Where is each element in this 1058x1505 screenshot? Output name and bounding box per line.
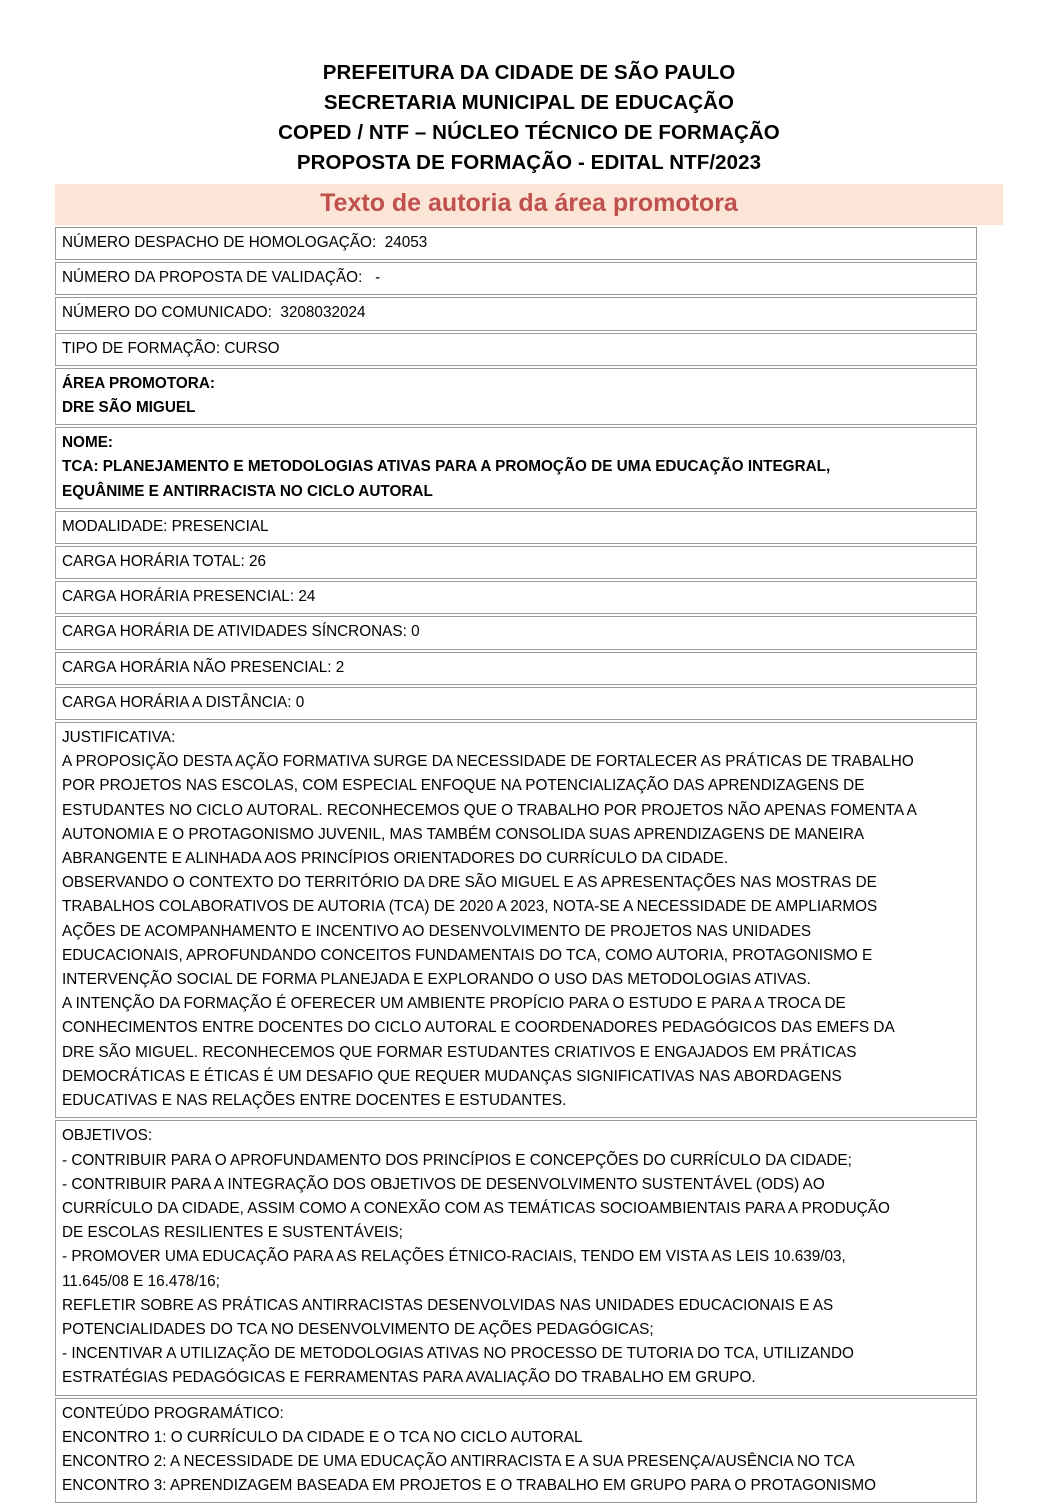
table-row bbox=[55, 297, 977, 330]
field-lines bbox=[62, 620, 972, 644]
field-line: TRABALHOS COLABORATIVOS DE AUTORIA (TCA) DE 2020 A 2023, NOTA-SE A NECESSIDADE DE AMPLIARMOS bbox=[62, 898, 878, 916]
field-line: OBJETIVOS: bbox=[62, 1127, 153, 1145]
field-line: A INTENÇÃO DA FORMAÇÃO É OFERECER UM AMBIENTE PROPÍCIO PARA O ESTUDO E PARA A TROCA DE bbox=[62, 995, 846, 1013]
field-carga-horaria-presencial bbox=[55, 581, 977, 614]
field-line: NÚMERO DO COMUNICADO: 3208032024 bbox=[62, 304, 366, 322]
field-line: INTERVENÇÃO SOCIAL DE FORMA PLANEJADA E EXPLORANDO O USO DAS METODOLOGIAS ATIVAS. bbox=[62, 971, 811, 989]
table-body bbox=[55, 227, 977, 1503]
field-objetivos bbox=[55, 1120, 977, 1395]
field-numero-comunicado bbox=[55, 297, 977, 330]
field-area-promotora bbox=[55, 368, 977, 425]
field-line: - PROMOVER UMA EDUCAÇÃO PARA AS RELAÇÕES ÉTNICO-RACIAIS, TENDO EM VISTA AS LEIS 10.639/03, bbox=[62, 1248, 846, 1266]
field-modalidade bbox=[55, 511, 977, 544]
field-nome-da-formacao bbox=[55, 427, 977, 509]
table-row bbox=[55, 1120, 977, 1395]
field-lines bbox=[62, 585, 972, 609]
field-line: EDUCACIONAIS, APROFUNDANDO CONCEITOS FUNDAMENTAIS DO TCA, COMO AUTORIA, PROTAGONISMO E bbox=[62, 946, 873, 964]
field-line: JUSTIFICATIVA: bbox=[62, 729, 176, 747]
field-lines bbox=[62, 337, 972, 361]
banner-label: Texto de autoria da área promotora bbox=[320, 189, 738, 217]
table-row bbox=[55, 262, 977, 295]
header-line-secretaria: SECRETARIA MUNICIPAL DE EDUCAÇÃO bbox=[323, 91, 735, 114]
table-row bbox=[55, 511, 977, 544]
field-line: CURRÍCULO DA CIDADE, ASSIM COMO A CONEXÃO COM AS TEMÁTICAS SOCIOAMBIENTAIS PARA A PRODUÇÃO bbox=[62, 1199, 890, 1217]
field-line: DRE SÃO MIGUEL. RECONHECEMOS QUE FORMAR ESTUDANTES CRIATIVOS E ENGAJADOS EM PRÁTICAS bbox=[62, 1043, 857, 1061]
table-row bbox=[55, 227, 977, 260]
proposta-formacao-table bbox=[55, 225, 977, 1505]
field-line: CARGA HORÁRIA TOTAL: 26 bbox=[62, 553, 267, 571]
field-lines bbox=[62, 301, 972, 325]
field-line: TCA: PLANEJAMENTO E METODOLOGIAS ATIVAS PARA A PROMOÇÃO DE UMA EDUCAÇÃO INTEGRAL, bbox=[62, 458, 831, 476]
table-row bbox=[55, 687, 977, 720]
field-line: ENCONTRO 1: O CURRÍCULO DA CIDADE E O TCA NO CICLO AUTORAL bbox=[62, 1428, 583, 1446]
field-line: - CONTRIBUIR PARA O APROFUNDAMENTO DOS PRINCÍPIOS E CONCEPÇÕES DO CURRÍCULO DA CIDADE; bbox=[62, 1151, 852, 1169]
field-lines bbox=[62, 550, 972, 574]
field-line: ESTUDANTES NO CICLO AUTORAL. RECONHECEMOS QUE O TRABALHO POR PROJETOS NÃO APENAS FOMENTA A bbox=[62, 801, 917, 819]
field-lines bbox=[62, 372, 972, 420]
table-row bbox=[55, 1398, 977, 1504]
table-row bbox=[55, 546, 977, 579]
field-line: - CONTRIBUIR PARA A INTEGRAÇÃO DOS OBJETIVOS DE DESENVOLVIMENTO SUSTENTÁVEL (ODS) AO bbox=[62, 1175, 825, 1193]
field-lines bbox=[62, 1124, 972, 1390]
field-lines bbox=[62, 515, 972, 539]
field-line: AUTONOMIA E O PROTAGONISMO JUVENIL, MAS TAMBÉM CONSOLIDA SUAS APRENDIZAGENS DE MANEIRA bbox=[62, 825, 865, 843]
field-lines bbox=[62, 266, 972, 290]
field-lines bbox=[62, 431, 972, 504]
field-line: ÁREA PROMOTORA: bbox=[62, 374, 215, 392]
header-line-prefeitura: PREFEITURA DA CIDADE DE SÃO PAULO bbox=[322, 61, 736, 84]
field-line: NÚMERO DA PROPOSTA DE VALIDAÇÃO: - bbox=[62, 269, 381, 287]
table-row bbox=[55, 427, 977, 509]
table-row bbox=[55, 616, 977, 649]
field-justificativa bbox=[55, 722, 977, 1118]
field-line: ESTRATÉGIAS PEDAGÓGICAS E FERRAMENTAS PARA AVALIAÇÃO DO TRABALHO EM GRUPO. bbox=[62, 1369, 756, 1387]
field-line: EDUCATIVAS E NAS RELAÇÕES ENTRE DOCENTES E ESTUDANTES. bbox=[62, 1092, 567, 1110]
field-carga-horaria-a-distancia bbox=[55, 687, 977, 720]
table-row bbox=[55, 581, 977, 614]
field-lines bbox=[62, 656, 972, 680]
field-line: CONTEÚDO PROGRAMÁTICO: bbox=[62, 1404, 284, 1422]
field-line: ENCONTRO 2: A NECESSIDADE DE UMA EDUCAÇÃO ANTIRRACISTA E A SUA PRESENÇA/AUSÊNCIA NO TCA bbox=[62, 1452, 855, 1470]
field-numero-despacho-homologacao bbox=[55, 227, 977, 260]
field-line: NÚMERO DESPACHO DE HOMOLOGAÇÃO: 24053 bbox=[62, 234, 428, 251]
field-line: NOME: bbox=[62, 434, 113, 452]
field-line: OBSERVANDO O CONTEXTO DO TERRITÓRIO DA DRE SÃO MIGUEL E AS APRESENTAÇÕES NAS MOSTRAS DE bbox=[62, 874, 877, 892]
field-carga-horaria-total bbox=[55, 546, 977, 579]
table-row bbox=[55, 368, 977, 425]
table-row bbox=[55, 722, 977, 1118]
field-line: CARGA HORÁRIA PRESENCIAL: 24 bbox=[62, 588, 316, 606]
field-line: DEMOCRÁTICAS E ÉTICAS É UM DESAFIO QUE REQUER MUDANÇAS SIGNIFICATIVAS NAS ABORDAGENS bbox=[62, 1067, 842, 1085]
field-line: ABRANGENTE E ALINHADA AOS PRINCÍPIOS ORIENTADORES DO CURRÍCULO DA CIDADE. bbox=[62, 850, 729, 868]
field-line: EQUÂNIME E ANTIRRACISTA NO CICLO AUTORAL bbox=[62, 482, 433, 500]
field-carga-horaria-nao-presencial bbox=[55, 652, 977, 685]
field-line: CARGA HORÁRIA NÃO PRESENCIAL: 2 bbox=[62, 658, 345, 676]
field-lines bbox=[62, 231, 972, 255]
field-line: CONHECIMENTOS ENTRE DOCENTES DO CICLO AUTORAL E COORDENADORES PEDAGÓGICOS DAS EMEFS DA bbox=[62, 1019, 895, 1037]
field-line: MODALIDADE: PRESENCIAL bbox=[62, 517, 269, 535]
table-row bbox=[55, 652, 977, 685]
field-line: 11.645/08 E 16.478/16; bbox=[62, 1272, 220, 1290]
field-tipo-de-formacao bbox=[55, 333, 977, 366]
field-line: DE ESCOLAS RESILIENTES E SUSTENTÁVEIS; bbox=[62, 1224, 403, 1242]
field-lines bbox=[62, 1402, 972, 1499]
field-line: CARGA HORÁRIA DE ATIVIDADES SÍNCRONAS: 0 bbox=[62, 623, 420, 641]
banner-texto-autoria bbox=[55, 184, 1003, 225]
header-line-proposta-edital: PROPOSTA DE FORMAÇÃO - EDITAL NTF/2023 bbox=[296, 151, 762, 174]
document-header bbox=[0, 0, 1058, 178]
field-line: AÇÕES DE ACOMPANHAMENTO E INCENTIVO AO DESENVOLVIMENTO DE PROJETOS NAS UNIDADES bbox=[62, 922, 812, 940]
header-line-coped-ntf: COPED / NTF – NÚCLEO TÉCNICO DE FORMAÇÃO bbox=[278, 121, 780, 144]
table-row bbox=[55, 333, 977, 366]
field-line: TIPO DE FORMAÇÃO: CURSO bbox=[62, 339, 280, 357]
field-carga-horaria-atividades-sincronas bbox=[55, 616, 977, 649]
field-line: CARGA HORÁRIA A DISTÂNCIA: 0 bbox=[62, 693, 305, 711]
field-line: A PROPOSIÇÃO DESTA AÇÃO FORMATIVA SURGE DA NECESSIDADE DE FORTALECER AS PRÁTICAS DE TRABALHO bbox=[62, 753, 914, 771]
field-conteudo-programatico bbox=[55, 1398, 977, 1504]
field-lines bbox=[62, 691, 972, 715]
field-line: ENCONTRO 3: APRENDIZAGEM BASEADA EM PROJETOS E O TRABALHO EM GRUPO PARA O PROTAGONISMO bbox=[62, 1477, 877, 1495]
field-line: POTENCIALIDADES DO TCA NO DESENVOLVIMENTO DE AÇÕES PEDAGÓGICAS; bbox=[62, 1320, 654, 1338]
field-numero-proposta-validacao bbox=[55, 262, 977, 295]
field-line: - INCENTIVAR A UTILIZAÇÃO DE METODOLOGIAS ATIVAS NO PROCESSO DE TUTORIA DO TCA, UTILIZANDO bbox=[62, 1345, 854, 1363]
field-line: DRE SÃO MIGUEL bbox=[62, 399, 196, 417]
field-line: POR PROJETOS NAS ESCOLAS, COM ESPECIAL ENFOQUE NA POTENCIALIZAÇÃO DAS APRENDIZAGENS DE bbox=[62, 777, 865, 795]
field-lines bbox=[62, 726, 972, 1113]
field-line: REFLETIR SOBRE AS PRÁTICAS ANTIRRACISTAS DESENVOLVIDAS NAS UNIDADES EDUCACIONAIS E AS bbox=[62, 1296, 834, 1314]
